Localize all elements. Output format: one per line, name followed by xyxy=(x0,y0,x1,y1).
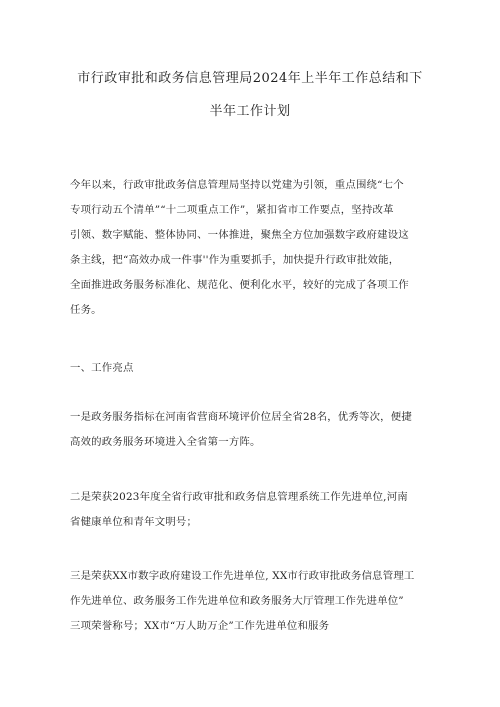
item-2-line: 省健康单位和青年文明号； xyxy=(70,516,198,528)
intro-line: 任务。 xyxy=(70,304,102,316)
item-1-line: 高效的政务服务环境进入全省第一方阵。 xyxy=(70,436,261,448)
intro-line: 条主线，把“高效办成一件事''作为重要抓手，加快提升行政审批效能， xyxy=(70,254,400,266)
section-heading: 一、工作亮点 xyxy=(70,362,134,374)
item-3-line: 三项荣誉称号；XX市“万人助万企”工作先进单位和服务 xyxy=(70,620,330,632)
intro-line: 全面推进政务服务标准化、规范化、便利化水平，较好的完成了各项工作 xyxy=(70,279,409,291)
intro-line: 专项行动五个清单”“十二项重点工作”，紧扣省市工作要点，坚持改革 xyxy=(70,204,394,216)
item-3-line: 三是荣获XX市数字政府建设工作先进单位, XX市行政审批政务信息管理工 xyxy=(70,570,415,582)
item-1-line: 一是政务服务指标在河南省营商环境评价位居全省28名，优秀等次，便捷 xyxy=(70,411,412,423)
document-title-line-1: 市行政审批和政务信息管理局2024年上半年工作总结和下 xyxy=(77,71,423,86)
item-2-line: 二是荣获2023年度全省行政审批和政务信息管理系统工作先进单位,河南 xyxy=(70,491,408,503)
intro-line: 引领、数字赋能、整体协同、一体推进，聚焦全方位加强数字政府建设这 xyxy=(70,229,409,241)
item-3-line: 作先进单位、政务服务工作先进单位和政务服务大厅管理工作先进单位” xyxy=(70,595,404,607)
intro-line: 今年以来，行政审批政务信息管理局坚持以党建为引领，重点围绕“七个 xyxy=(70,179,404,191)
document-title-line-2: 半年工作计划 xyxy=(209,104,291,119)
